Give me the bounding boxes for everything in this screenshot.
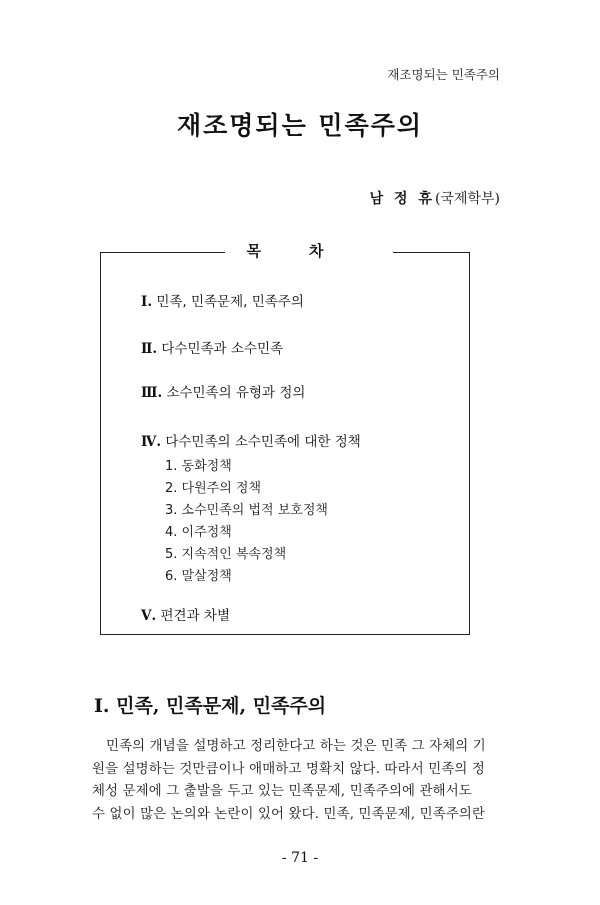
toc-subitem-3[interactable]: 3. 소수민족의 법적 보호정책 — [165, 503, 328, 518]
toc-item-numeral: Ⅰ. — [141, 294, 153, 310]
toc-item-numeral: Ⅴ. — [141, 608, 157, 624]
author-line — [370, 188, 500, 208]
running-header: 재조명되는 민족주의 — [387, 67, 500, 82]
toc-item-numeral: Ⅱ. — [141, 341, 158, 357]
toc-item-2[interactable] — [141, 337, 283, 357]
toc-heading-label: 목차 — [225, 242, 394, 260]
table-of-contents — [100, 242, 470, 635]
toc-item-4[interactable] — [141, 430, 361, 450]
toc-item-text: 편견과 차별 — [160, 608, 230, 624]
toc-item-numeral: Ⅳ. — [141, 434, 162, 450]
toc-subitem-4[interactable]: 4. 이주정책 — [165, 525, 232, 540]
author-name: 남 정 휴 — [369, 191, 435, 207]
toc-subitem-2[interactable]: 2. 다원주의 정책 — [165, 481, 262, 496]
toc-item-numeral: Ⅲ. — [141, 385, 163, 401]
toc-subitem-5[interactable]: 5. 지속적인 복속정책 — [165, 547, 287, 562]
toc-item-3[interactable] — [141, 381, 305, 401]
section-heading: Ⅰ. 민족, 민족문제, 민족주의 — [94, 695, 327, 717]
author-affiliation: (국제학부) — [434, 191, 500, 207]
toc-subitem-1[interactable]: 1. 동화정책 — [165, 459, 232, 474]
body-line: 수 없이 많은 논의와 논란이 있어 왔다. 민족, 민족문제, 민족주의란 — [92, 806, 486, 822]
toc-item-text: 소수민족의 유형과 정의 — [166, 385, 306, 401]
body-line: 체성 문제에 그 출발을 두고 있는 민족문제, 민족주의에 관해서도 — [92, 784, 472, 799]
toc-heading — [101, 240, 469, 261]
toc-item-5[interactable] — [141, 604, 230, 624]
body-line: 원을 설명하는 것만큼이나 애매하고 명확치 않다. 따라서 민족의 정 — [92, 761, 485, 777]
toc-subitem-6[interactable]: 6. 말살정책 — [165, 569, 232, 584]
document-title: 재조명되는 민족주의 — [176, 111, 424, 140]
page-number: - 71 - — [281, 850, 319, 866]
toc-item-1[interactable] — [141, 290, 304, 310]
toc-item-text: 민족, 민족문제, 민족주의 — [156, 294, 304, 310]
toc-item-text: 다수민족과 소수민족 — [161, 341, 284, 357]
body-line: 민족의 개념을 설명하고 정리한다고 하는 것은 민족 그 자체의 기 — [106, 739, 486, 754]
toc-item-text: 다수민족의 소수민족에 대한 정책 — [165, 434, 361, 450]
body-paragraph — [92, 736, 500, 826]
